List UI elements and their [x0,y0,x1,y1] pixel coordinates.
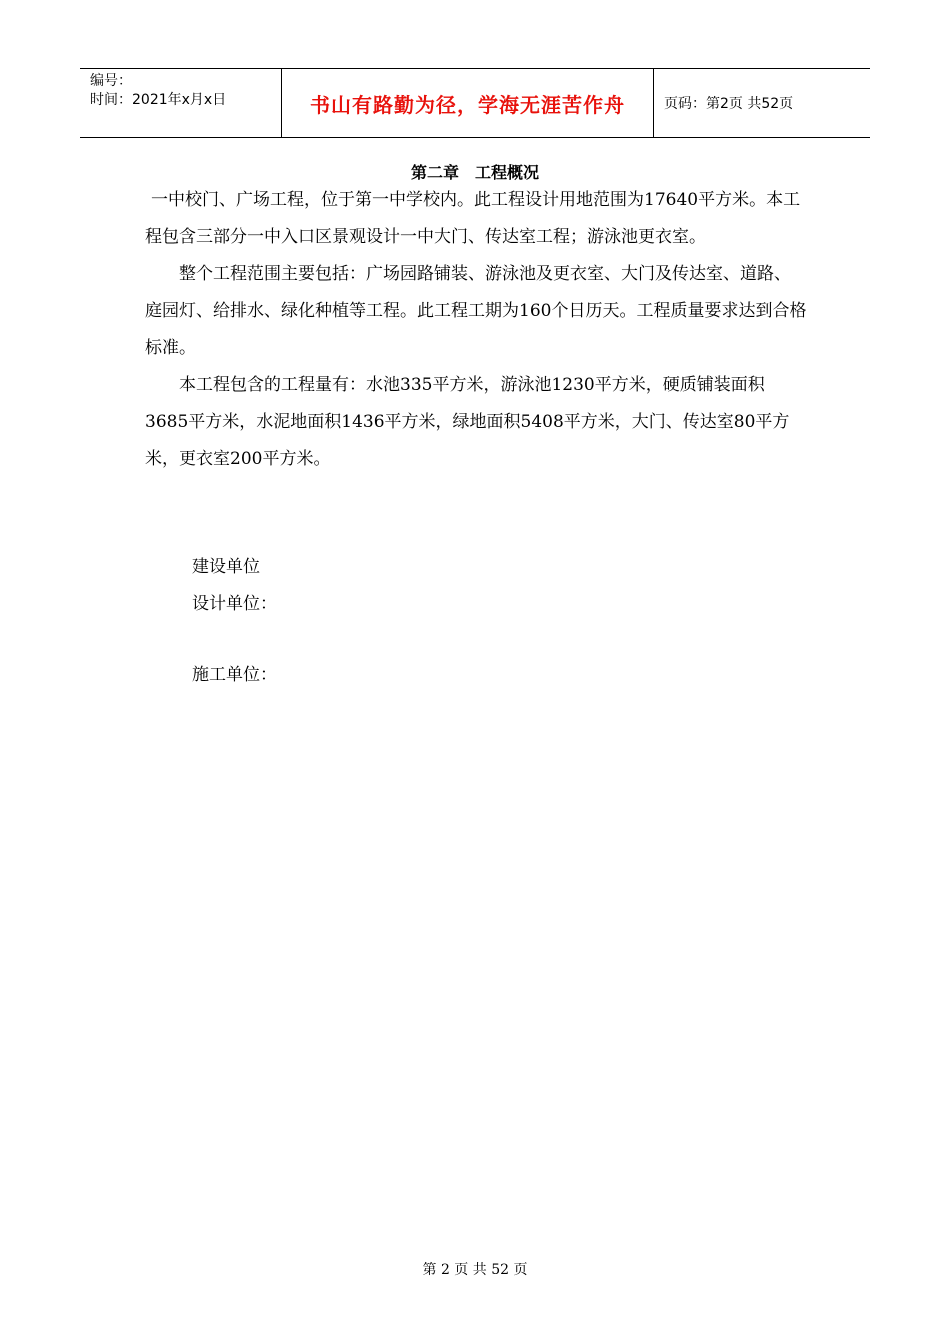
time-label: 时间：2021年x月x日 [90,92,227,108]
paragraph-overview: 一中校门、广场工程，位于第一中学校内。此工程设计用地范围为17640平方米。本工程包含三部分一中入口区景观设计一中大门、传达室工程；游泳池更衣室。 [145,190,801,247]
page-footer: 第 2 页 共 52 页 [422,1262,528,1278]
header-page-info: 页码：第2页 共52页 [664,96,794,112]
page-header [80,68,870,138]
chapter-title: 第二章 工程概况 [410,163,539,182]
serial-label: 编号： [90,73,132,89]
body-text [145,182,807,478]
builder-unit-label: 施工单位： [192,665,277,685]
motto-text: 书山有路勤为径，学海无涯苦作舟 [310,92,625,117]
design-unit-label: 设计单位： [192,594,277,614]
header-meta [80,69,281,137]
construction-unit-label: 建设单位 [192,557,260,577]
header-motto-cell [281,69,654,137]
paragraph-quantities: 本工程包含的工程量有：水池335平方米，游泳池1230平方米，硬质铺装面积3685平方米，水泥地面积1436平方米，绿地面积5408平方米，大门、传达室80平方米，更衣室200平方米。 [145,375,790,469]
paragraph-scope: 整个工程范围主要包括：广场园路铺装、游泳池及更衣室、大门及传达室、道路、庭园灯、给排水、绿化种植等工程。此工程工期为160个日历天。工程质量要求达到合格标准。 [145,264,807,358]
